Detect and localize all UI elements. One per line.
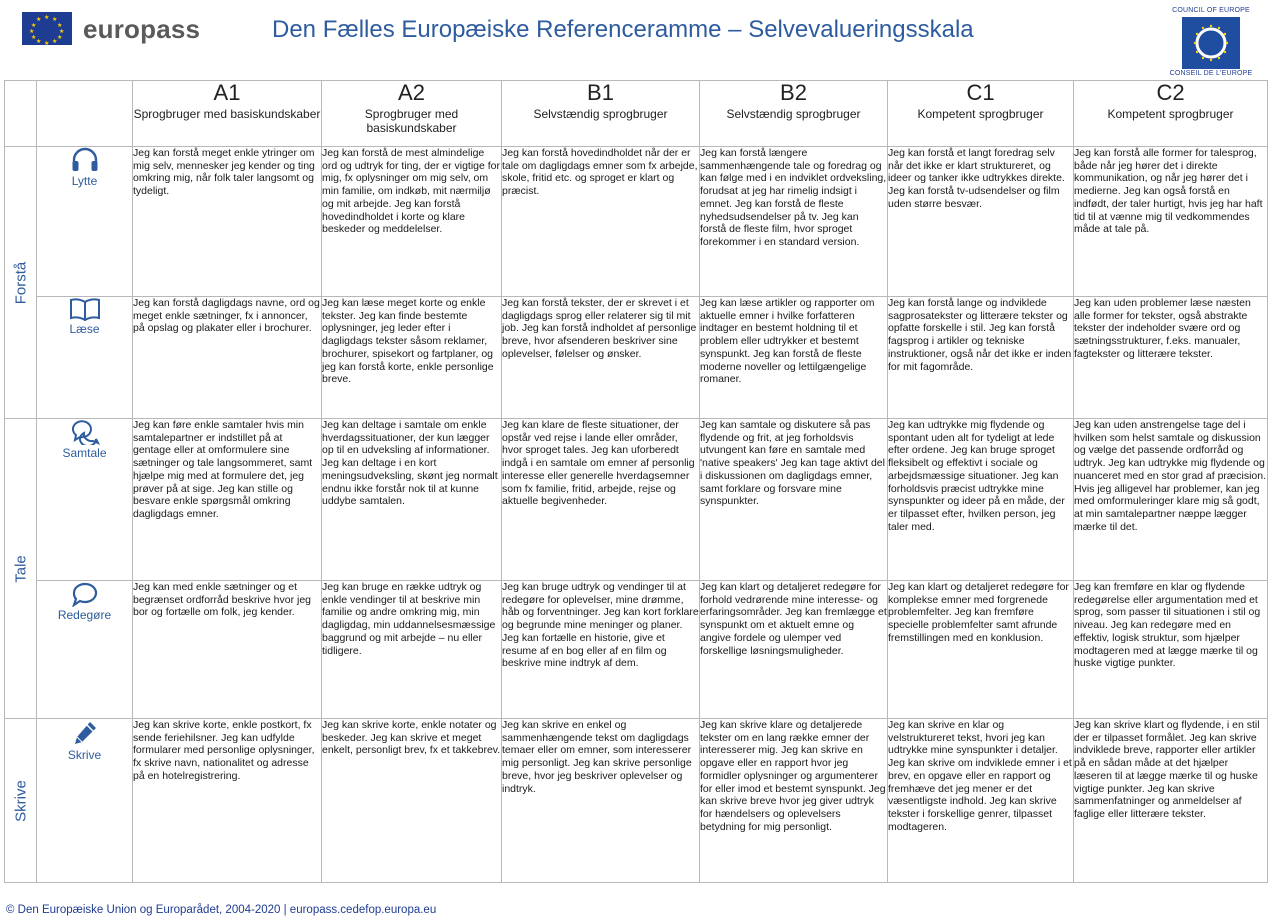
descriptor-cell: Jeg kan bruge udtryk og vendinger til at redegøre for oplevelser, mine drømme, håb og forventninger. Jeg kan kort forklare og begrunde mine meninger og planer. Jeg kan fortælle en historie, give et resume af en bog eller af en film og beskrive mine indtryk af dem. <box>502 581 700 719</box>
page-title: Den Fælles Europæiske Referenceramme – Selvevalueringsskala <box>272 16 974 43</box>
book-icon <box>69 297 101 321</box>
descriptor-cell: Jeg kan fremføre en klar og flydende redegørelse eller argumentation med et sprog, som passer til situationen i stil og niveau. Jeg kan redegøre med en effektiv, logisk struktur, som hjælper modtageren med at lægge mærke til og huske vigtige punkter. <box>1074 581 1268 719</box>
coe-emblem <box>1182 17 1240 69</box>
skill-label: Redegøre <box>57 608 112 622</box>
group-forsta <box>5 147 37 419</box>
descriptor-cell: Jeg kan uden problemer læse næsten alle former for tekster, også abstrakte tekster der indeholder svære ord og sætningsstrukturer, f.eks. manualer, fagtekster og litterære tekster. <box>1074 297 1268 419</box>
descriptor-cell: Jeg kan skrive korte, enkle notater og beskeder. Jeg kan skrive et meget enkelt, personligt brev, fx et takkebrev. <box>322 719 502 883</box>
descriptor-cell: Jeg kan forstå alle former for talesprog, både når jeg hører det i direkte kommunikation, og når jeg hører det i medierne. Jeg kan også forstå en indfødt, der taler hurtigt, hvis jeg har haft tid til at vænne mig til vedkommendes måde at tale på. <box>1074 147 1268 297</box>
descriptor-cell: Jeg kan forstå dagligdags navne, ord og meget enkle sætninger, fx i annoncer, på opslag og plakater eller i brochurer. <box>133 297 322 419</box>
level-description: Kompetent sprogbruger <box>917 107 1044 121</box>
skill-label: Samtale <box>62 446 107 460</box>
level-code: A2 <box>398 80 425 105</box>
descriptor-cell: Jeg kan forstå et langt foredrag selv når det ikke er klart struktureret, og ideer og tanker ikke udtrykkes direkte. Jeg kan forstå tv-udsendelser og film uden større besvær. <box>888 147 1074 297</box>
skill-label: Skrive <box>67 748 102 762</box>
descriptor-cell: Jeg kan forstå de mest almindelige ord og udtryk for ting, der er vigtige for mig, fx oplysninger om mig selv, om min familie, om indkøb, mit nærmiljø og mit arbejde. Jeg kan forstå hovedindholdet i korte og klare beskeder og meddelelser. <box>322 147 502 297</box>
europass-brand: europass <box>83 14 201 44</box>
group-label: Forstå <box>12 261 29 304</box>
group-skrive <box>5 719 37 883</box>
skill-row-laese <box>5 297 1268 419</box>
descriptor-cell: Jeg kan forstå tekster, der er skrevet i et dagligdags sprog eller relaterer sig til mit job. Jeg kan forstå indholdet af personlige breve, hvor afsenderen beskriver sine oplevelser, følelser og ønsker. <box>502 297 700 419</box>
skill-samtale <box>37 419 133 581</box>
speech-bubble-icon <box>71 581 99 607</box>
descriptor-cell: Jeg kan læse meget korte og enkle tekster. Jeg kan finde bestemte oplysninger, jeg leder efter i dagligdags tekster såsom reklamer, brochurer, spisekort og fartplaner, og jeg kan forstå korte, enkle personlige breve. <box>322 297 502 419</box>
skill-label: Læse <box>69 322 100 336</box>
coe-bottom-text: CONSEIL DE L'EUROPE <box>1169 70 1253 77</box>
footer-copyright: © Den Europæiske Union og Europarådet, 2004-2020 | europass.cedefop.europa.eu <box>6 904 437 916</box>
descriptor-cell: Jeg kan forstå lange og indviklede sagprosatekster og litterære tekster og opfatte forskelle i stil. Jeg kan forstå fagsprog i artikler og tekniske instruktioner, også når det ikke er inden for mit fagområde. <box>888 297 1074 419</box>
self-assessment-grid <box>4 80 1268 883</box>
group-tale <box>5 419 37 719</box>
level-description: Selvstændig sprogbruger <box>726 107 861 121</box>
descriptor-cell: Jeg kan skrive klart og flydende, i en stil der er tilpasset formålet. Jeg kan skrive indviklede breve, rapporter eller artikler på en sådan måde at det hjælper læseren til at lægge mærke til og huske vigtige punkter. Jeg kan skrive sammenfatninger og anmeldelser af faglige eller litterære tekster. <box>1074 719 1268 883</box>
level-description: Sprogbruger med basiskundskaber <box>133 107 321 121</box>
level-code: B1 <box>587 80 614 105</box>
level-code: B2 <box>780 80 807 105</box>
level-b1-header <box>502 81 700 147</box>
headphones-icon <box>70 147 100 173</box>
council-of-europe-logo <box>1165 7 1257 79</box>
descriptor-cell: Jeg kan klart og detaljeret redegøre for forhold vedrørende mine interesse- og erfaringsområder. Jeg kan fremlægge et synspunkt om et aktuelt emne og angive fordele og ulemper ved forskellige løsningsmuligheder. <box>700 581 888 719</box>
corner-cell <box>5 81 37 147</box>
corner-cell <box>37 81 133 147</box>
descriptor-cell: Jeg kan skrive en klar og velstruktureret tekst, hvori jeg kan udtrykke mine synspunkter i detaljer. Jeg kan skrive om indviklede emner i et brev, en opgave eller en rapport og fremhæve det jeg mener er det væsentligste indhold. Jeg kan skrive tekster i forskellige genrer, tilpasset modtageren. <box>888 719 1074 883</box>
level-description: Sprogbruger med basiskundskaber <box>364 107 459 135</box>
page-header <box>0 0 1273 80</box>
eu-flag-logo: ★ ★ ★ ★ ★ ★ ★ ★ ★ ★ ★ ★ <box>22 12 72 45</box>
descriptor-cell: Jeg kan samtale og diskutere så pas flydende og frit, at jeg forholdsvis utvungent kan føre en samtale med 'native speakers' Jeg kan tage aktivt del i diskussionen om dagligdags emner, samt forklare og forsvare mine synspunkter. <box>700 419 888 581</box>
descriptor-cell: Jeg kan bruge en række udtryk og enkle vendinger til at beskrive min familie og andre omkring mig, min dagligdag, min uddannelsesmæssige baggrund og mit arbejde – nu eller tidligere. <box>322 581 502 719</box>
level-code: A1 <box>213 80 241 105</box>
skill-redegore <box>37 581 133 719</box>
descriptor-cell: Jeg kan forstå længere sammenhængende tale og foredrag og kan følge med i en indviklet ordveksling, forudsat at jeg har rimelig indsigt i emnet. Jeg kan forstå de fleste nyhedsudsendelser på tv. Jeg kan forstå de fleste film, hvor sproget forekommer i en standard version. <box>700 147 888 297</box>
descriptor-cell: Jeg kan klart og detaljeret redegøre for komplekse emner med forgrenede problemfelter. Jeg kan fremføre specielle problemfelter samt afrunde fremstillingen med en konklusion. <box>888 581 1074 719</box>
group-label: Skrive <box>12 779 29 822</box>
descriptor-cell: Jeg kan deltage i samtale om enkle hverdagssituationer, der kun lægger op til en udveksling af informationer. Jeg kan deltage i en kort meningsudveksling, skønt jeg normalt endnu ikke forstår nok til at kunne uddybe samtalen. <box>322 419 502 581</box>
descriptor-cell: Jeg kan føre enkle samtaler hvis min samtalepartner er indstillet på at gentage eller at omformulere sine sætninger og tale langsommeret, samt hjælpe mig med at formulere det, jeg prøver på at sige. Jeg kan stille og besvare enkle spørgsmål omkring dagligdags emner. <box>133 419 322 581</box>
descriptor-cell: Jeg kan læse artikler og rapporter om aktuelle emner i hvilke forfatteren indtager en bestemt holdning til et problem eller udtrykker et bestemt synspunkt. Jeg kan forstå de fleste moderne noveller og lettilgængelige romaner. <box>700 297 888 419</box>
descriptor-cell: Jeg kan udtrykke mig flydende og spontant uden alt for tydeligt at lede efter ordene. Jeg kan bruge sproget fleksibelt og effektivt i sociale og arbejdsmæssige situationer. Jeg kan forholdsvis præcist udtrykke mine synspunkter og ideer på en måde, der er tilpasset efter, hvilken person, jeg taler med. <box>888 419 1074 581</box>
level-c2-header <box>1074 81 1268 147</box>
level-header-row <box>5 81 1268 147</box>
descriptor-cell: Jeg kan skrive klare og detaljerede tekster om en lang række emner der interesserer mig. Jeg kan skrive en opgave eller en rapport hvor jeg formidler oplysninger og argumenterer for eller imod et bestemt synspunkt. Jeg kan skrive breve hvor jeg giver udtryk for hændelsers og oplevelsers betydning for mig personligt. <box>700 719 888 883</box>
level-c1-header <box>888 81 1074 147</box>
descriptor-cell: Jeg kan skrive korte, enkle postkort, fx sende feriehilsner. Jeg kan udfylde formularer med personlige oplysninger, fx skrive navn, nationalitet og adresse på en hotelregistrering. <box>133 719 322 883</box>
skill-lytte <box>37 147 133 297</box>
skill-row-redegore <box>5 581 1268 719</box>
descriptor-cell: Jeg kan med enkle sætninger og et begrænset ordforråd beskrive hvor jeg bor og fortælle om folk, jeg kender. <box>133 581 322 719</box>
skill-row-samtale <box>5 419 1268 581</box>
descriptor-cell: Jeg kan klare de fleste situationer, der opstår ved rejse i lande eller områder, hvor sproget tales. Jeg kan uforberedt indgå i en samtale om emner af personlig interesse eller generelle hverdagsemner som fx familie, fritid, arbejde, rejse og aktuelle begivenheder. <box>502 419 700 581</box>
pen-icon <box>71 719 99 747</box>
level-description: Selvstændig sprogbruger <box>533 107 668 121</box>
descriptor-cell: Jeg kan uden anstrengelse tage del i hvilken som helst samtale og diskussion og vælge det passende ordforråd og udtryk. Jeg kan udtrykke mig flydende og nuanceret med en stor grad af præcision. Hvis jeg alligevel har problemer, kan jeg med omformuleringer klare mig så godt, at min samtalepartner næppe lægger mærke til det. <box>1074 419 1268 581</box>
skill-skrive <box>37 719 133 883</box>
level-b2-header <box>700 81 888 147</box>
descriptor-cell: Jeg kan skrive en enkel og sammenhængende tekst om dagligdags temaer eller om emner, som interesserer mig personligt. Jeg kan skrive personlige breve, hvor jeg beskriver oplevelser og indtryk. <box>502 719 700 883</box>
skill-row-lytte <box>5 147 1268 297</box>
skill-row-skrive <box>5 719 1268 883</box>
level-a1-header <box>133 81 322 147</box>
level-description: Kompetent sprogbruger <box>1107 107 1234 121</box>
level-a2-header <box>322 81 502 147</box>
descriptor-cell: Jeg kan forstå hovedindholdet når der er tale om dagligdags emner som fx arbejde, skole, fritid etc. og sproget er klart og præcist. <box>502 147 700 297</box>
coe-top-text: COUNCIL OF EUROPE <box>1172 7 1250 14</box>
chat-bubbles-icon <box>70 419 100 445</box>
level-code: C1 <box>966 80 995 105</box>
skill-laese <box>37 297 133 419</box>
level-code: C2 <box>1156 80 1185 105</box>
group-label: Tale <box>12 554 29 583</box>
descriptor-cell: Jeg kan forstå meget enkle ytringer om mig selv, mennesker jeg kender og ting omkring mig, når folk taler langsomt og tydeligt. <box>133 147 322 297</box>
skill-label: Lytte <box>71 174 98 188</box>
